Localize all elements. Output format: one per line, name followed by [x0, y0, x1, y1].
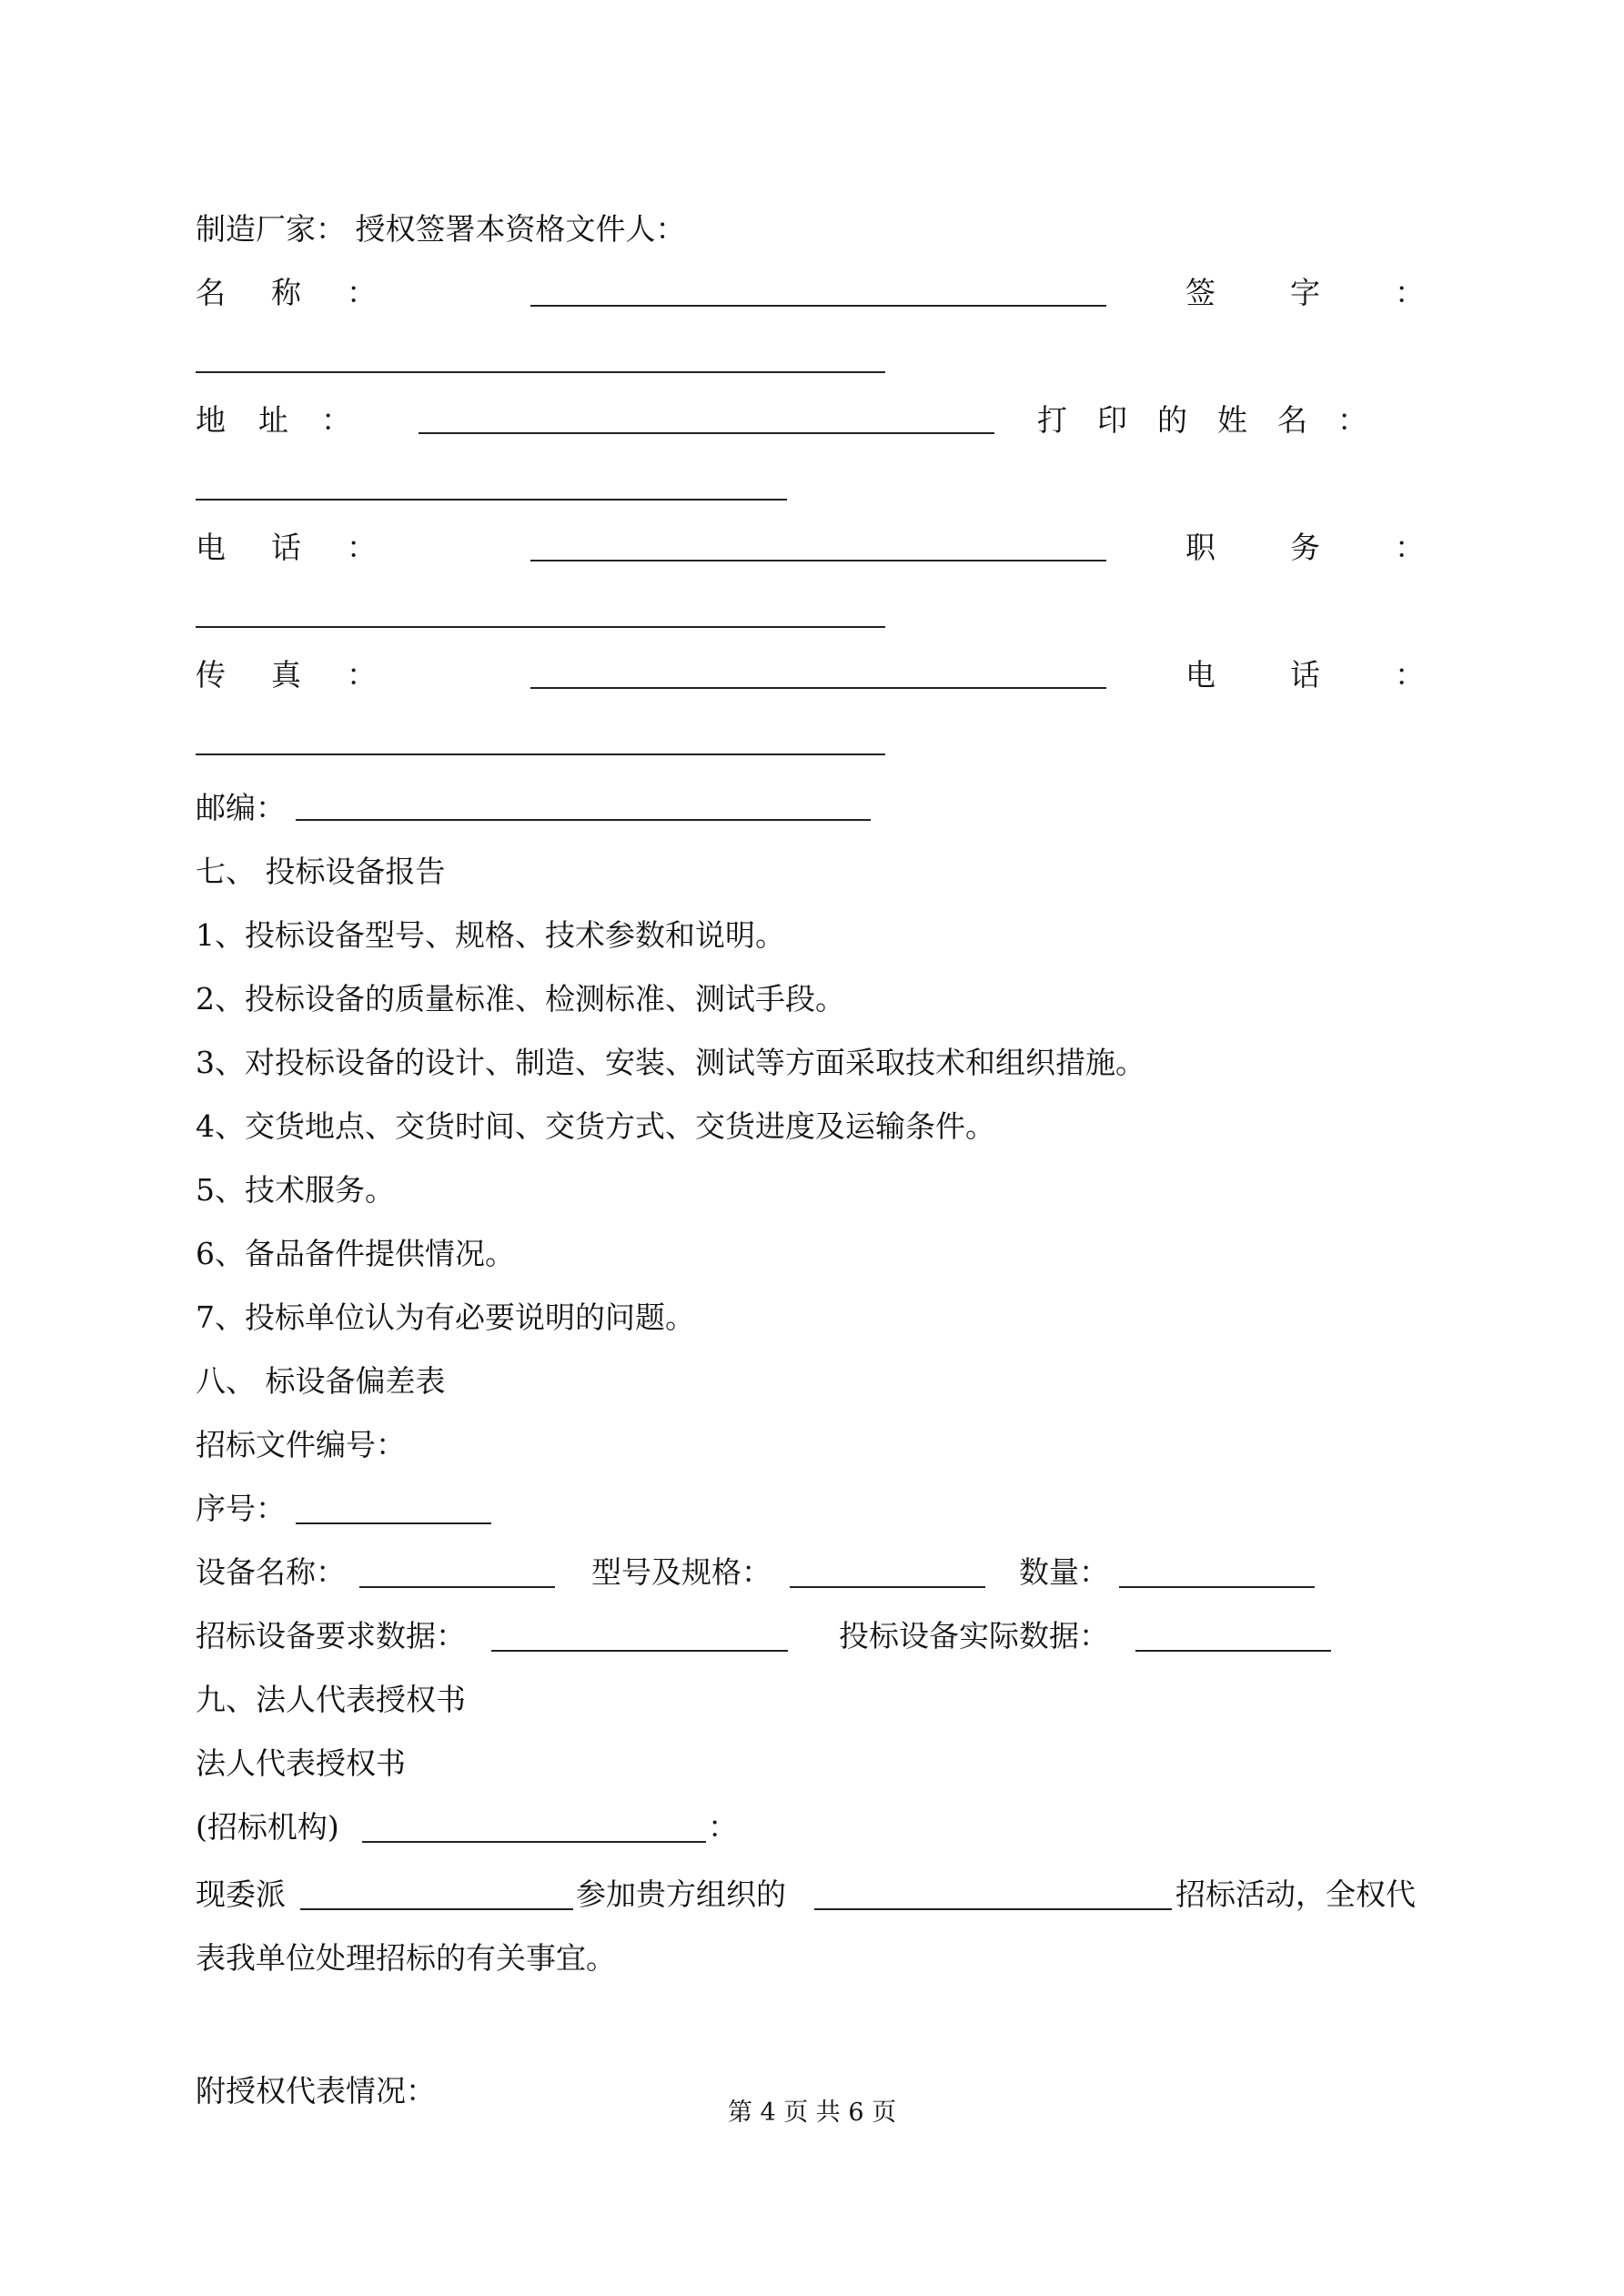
seq-field[interactable] — [296, 1522, 491, 1524]
section7-item: 7、投标单位认为有必要说明的问题。 — [196, 1300, 695, 1335]
address-field[interactable] — [419, 432, 994, 434]
section7-heading: 七、 投标设备报告 — [196, 854, 446, 889]
section7-item: 4、交货地点、交货时间、交货方式、交货进度及运输条件。 — [196, 1108, 995, 1144]
equip-name-field[interactable] — [359, 1586, 555, 1588]
section7-item: 6、备品备件提供情况。 — [196, 1236, 515, 1271]
quantity-label: 数量： — [1019, 1554, 1109, 1590]
postcode-label: 邮编： — [196, 790, 286, 825]
page-number: 第 4 页 共 6 页 — [727, 2099, 897, 2127]
section7-item: 5、技术服务。 — [196, 1172, 395, 1208]
agency-prefix: (招标机构) — [196, 1809, 339, 1845]
quantity-field[interactable] — [1119, 1586, 1315, 1588]
actual-data-field[interactable] — [1135, 1650, 1331, 1652]
title-field[interactable] — [196, 626, 885, 628]
appointee-field[interactable] — [300, 1908, 573, 1910]
required-data-field[interactable] — [491, 1650, 788, 1652]
model-field[interactable] — [790, 1586, 985, 1588]
address-label: 地址： — [196, 402, 384, 438]
name-label: 名称： — [196, 275, 422, 310]
agency-suffix: ： — [708, 1809, 738, 1845]
authorization-title: 法人代表授权书 — [196, 1745, 406, 1781]
actual-data-label: 投标设备实际数据： — [839, 1618, 1109, 1654]
phone-label: 电话： — [196, 530, 422, 565]
phone2-field[interactable] — [196, 754, 885, 755]
seq-label: 序号： — [196, 1491, 286, 1526]
appoint-text-3: 招标活动，全权代 — [1175, 1876, 1416, 1912]
appoint-continuation: 表我单位处理招标的有关事宜。 — [196, 1940, 616, 1976]
section8-heading: 八、 标设备偏差表 — [196, 1363, 446, 1399]
title-label: 职务： — [1185, 530, 1499, 565]
appoint-text-2: 参加贵方组织的 — [576, 1876, 786, 1912]
phone-field[interactable] — [530, 560, 1106, 561]
project-field[interactable] — [814, 1908, 1172, 1910]
doc-number-label: 招标文件编号： — [196, 1427, 406, 1462]
fax-field[interactable] — [530, 687, 1106, 689]
signature-label: 签字： — [1185, 275, 1499, 310]
section7-item: 3、对投标设备的设计、制造、安装、测试等方面采取技术和组织措施。 — [196, 1045, 1145, 1080]
model-label: 型号及规格： — [591, 1554, 772, 1590]
attachment-label: 附授权代表情况： — [196, 2073, 436, 2109]
appoint-text-1: 现委派 — [196, 1876, 286, 1912]
manufacturer-heading: 制造厂家： 授权签署本资格文件人： — [196, 211, 686, 247]
agency-field[interactable] — [362, 1841, 706, 1843]
phone2-label: 电话： — [1185, 657, 1499, 693]
equip-name-label: 设备名称： — [196, 1554, 346, 1590]
section7-item: 2、投标设备的质量标准、检测标准、测试手段。 — [196, 981, 845, 1017]
section9-heading: 九、法人代表授权书 — [196, 1682, 466, 1717]
printed-name-label: 打印的姓名： — [1037, 402, 1397, 438]
required-data-label: 招标设备要求数据： — [196, 1618, 466, 1654]
section7-item: 1、投标设备型号、规格、技术参数和说明。 — [196, 917, 785, 953]
printed-name-field[interactable] — [196, 499, 787, 501]
fax-label: 传真： — [196, 657, 422, 693]
postcode-field[interactable] — [296, 819, 871, 821]
name-field[interactable] — [530, 305, 1106, 307]
signature-field[interactable] — [196, 371, 885, 373]
